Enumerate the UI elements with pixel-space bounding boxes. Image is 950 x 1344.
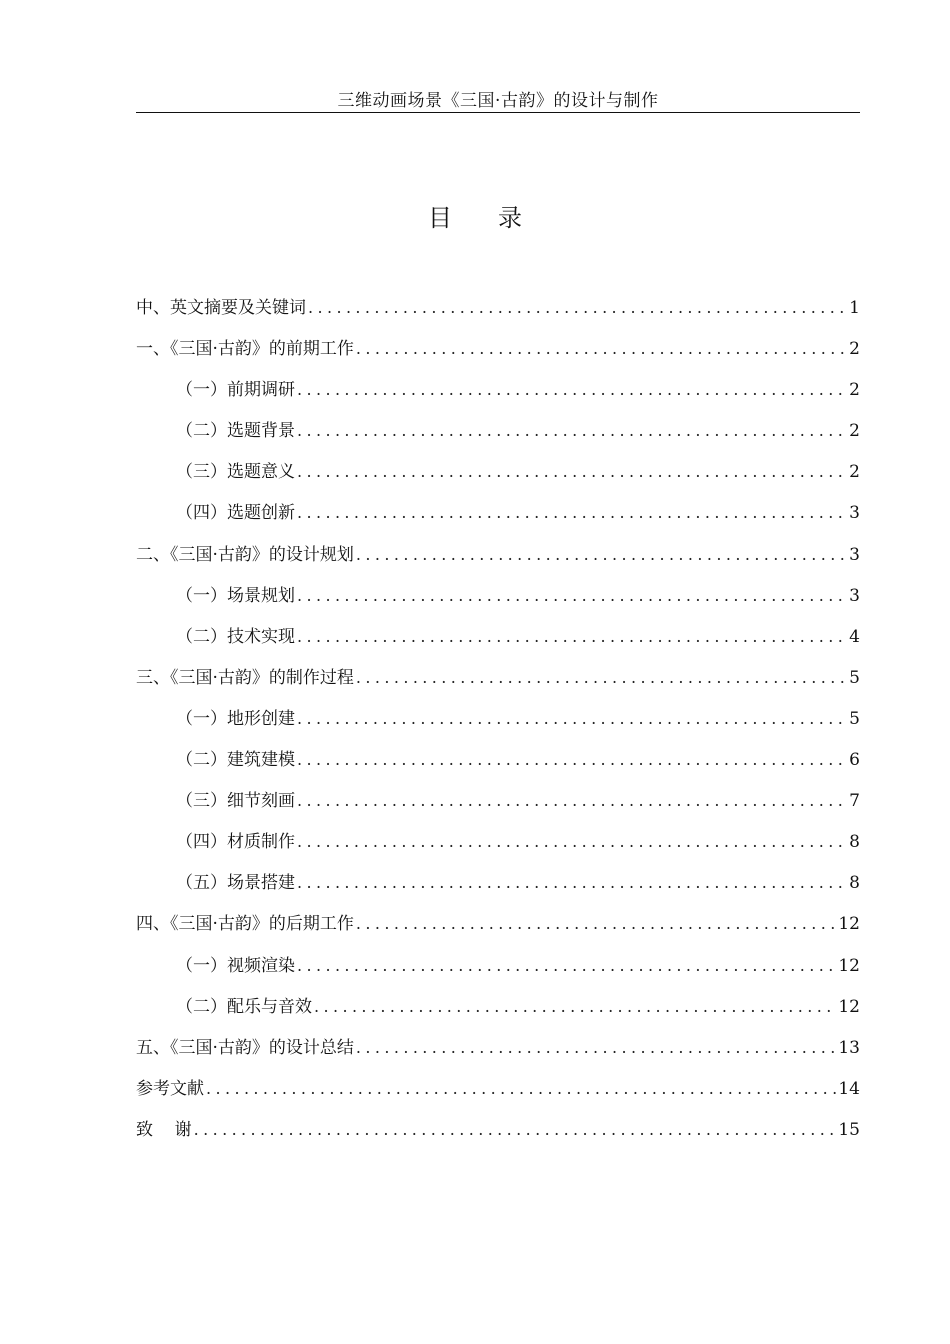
toc-dot-leader xyxy=(297,621,847,653)
toc-entry-label: （五）场景搭建 xyxy=(176,873,295,894)
toc-entry-label: （一）地形创建 xyxy=(176,708,295,729)
toc-dot-leader xyxy=(297,826,847,858)
toc-dot-leader xyxy=(297,580,847,612)
toc-entry-label: （一）场景规划 xyxy=(176,585,295,606)
toc-entry-page-number: 1 xyxy=(849,298,860,318)
running-header-title: 三维动画场景《三国·古韵》的设计与制作 xyxy=(337,91,659,111)
toc-entry[interactable] xyxy=(136,1032,860,1073)
toc-entry[interactable] xyxy=(136,785,860,826)
toc-entry-page-number: 15 xyxy=(838,1119,860,1140)
toc-entry-page-number: 3 xyxy=(849,544,860,565)
toc-entry-label: 四、《三国·古韵》的后期工作 xyxy=(136,914,354,935)
toc-entry-label: 致 谢 xyxy=(136,1119,192,1140)
toc-entry-page-number: 2 xyxy=(849,339,860,360)
toc-entry[interactable] xyxy=(136,908,860,949)
toc-entry-label: 一、《三国·古韵》的前期工作 xyxy=(136,339,354,360)
toc-entry[interactable] xyxy=(136,991,860,1032)
toc-entry-label: （一）前期调研 xyxy=(176,380,295,401)
toc-dot-leader xyxy=(308,292,847,324)
toc-entry[interactable] xyxy=(136,662,860,703)
toc-dot-leader xyxy=(356,333,847,365)
toc-entry-label: 五、《三国·古韵》的设计总结 xyxy=(136,1037,354,1058)
toc-entry-page-number: 8 xyxy=(849,873,860,894)
toc-entry-page-number: 5 xyxy=(849,667,860,688)
toc-entry[interactable] xyxy=(136,1114,860,1155)
toc-entry-label: （三）选题意义 xyxy=(176,462,295,483)
toc-entry[interactable] xyxy=(136,539,860,580)
toc-entry-label: （三）细节刻画 xyxy=(176,791,295,812)
toc-entry[interactable] xyxy=(136,456,860,497)
toc-entry-page-number: 12 xyxy=(838,996,860,1017)
toc-entry[interactable] xyxy=(136,333,860,374)
toc-entry[interactable] xyxy=(136,826,860,867)
toc-entry-page-number: 8 xyxy=(849,832,860,853)
toc-entry[interactable] xyxy=(136,703,860,744)
toc-entry-label: （二）技术实现 xyxy=(176,626,295,647)
toc-entry-label: （四）选题创新 xyxy=(176,503,295,524)
toc-dot-leader xyxy=(356,662,847,694)
toc-dot-leader xyxy=(297,867,847,899)
toc-dot-leader xyxy=(356,1032,836,1064)
toc-entry-page-number: 12 xyxy=(838,914,860,935)
toc-entry-page-number: 3 xyxy=(849,503,860,524)
toc-entry[interactable] xyxy=(136,950,860,991)
toc-entry-page-number: 5 xyxy=(849,708,860,729)
toc-entry-page-number: 12 xyxy=(838,955,860,976)
table-of-contents xyxy=(136,292,860,1155)
toc-entry-label: （二）配乐与音效 xyxy=(176,996,312,1017)
toc-entry-label: 三、《三国·古韵》的制作过程 xyxy=(136,667,354,688)
toc-dot-leader xyxy=(356,908,836,940)
toc-dot-leader xyxy=(297,456,847,488)
toc-entry[interactable] xyxy=(136,580,860,621)
toc-entry-page-number: 4 xyxy=(849,626,860,647)
toc-entry-label: 二、《三国·古韵》的设计规划 xyxy=(136,544,354,565)
toc-dot-leader xyxy=(297,497,847,529)
toc-dot-leader xyxy=(297,415,847,447)
toc-dot-leader xyxy=(297,703,847,735)
toc-entry-page-number: 3 xyxy=(849,585,860,606)
toc-dot-leader xyxy=(297,950,836,982)
toc-entry-page-number: 13 xyxy=(838,1037,860,1058)
toc-entry-label: （二）建筑建模 xyxy=(176,750,295,771)
toc-dot-leader xyxy=(194,1114,837,1146)
header-rule xyxy=(136,112,860,113)
toc-entry-page-number: 6 xyxy=(849,750,860,771)
toc-entry-page-number: 2 xyxy=(849,421,860,442)
toc-entry[interactable] xyxy=(136,867,860,908)
toc-entry-label: （二）选题背景 xyxy=(176,421,295,442)
toc-entry[interactable] xyxy=(136,415,860,456)
toc-entry[interactable] xyxy=(136,744,860,785)
toc-title: 目录 xyxy=(428,204,568,232)
toc-dot-leader xyxy=(206,1073,836,1105)
toc-dot-leader xyxy=(297,744,847,776)
toc-entry[interactable] xyxy=(136,621,860,662)
toc-entry[interactable] xyxy=(136,497,860,538)
toc-entry-page-number: 2 xyxy=(849,380,860,401)
toc-entry-label: 中、英文摘要及关键词 xyxy=(136,298,306,318)
toc-dot-leader xyxy=(297,785,847,817)
toc-entry[interactable] xyxy=(136,1073,860,1114)
toc-dot-leader xyxy=(356,539,847,571)
toc-entry[interactable] xyxy=(136,374,860,415)
toc-entry-page-number: 7 xyxy=(849,791,860,812)
toc-dot-leader xyxy=(314,991,836,1023)
toc-entry-label: 参考文献 xyxy=(136,1078,204,1099)
toc-entry-label: （一）视频渲染 xyxy=(176,955,295,976)
toc-entry-page-number: 14 xyxy=(838,1078,860,1099)
toc-dot-leader xyxy=(297,374,847,406)
toc-entry-page-number: 2 xyxy=(849,462,860,483)
toc-entry-label: （四）材质制作 xyxy=(176,832,295,853)
toc-entry[interactable] xyxy=(136,292,860,333)
